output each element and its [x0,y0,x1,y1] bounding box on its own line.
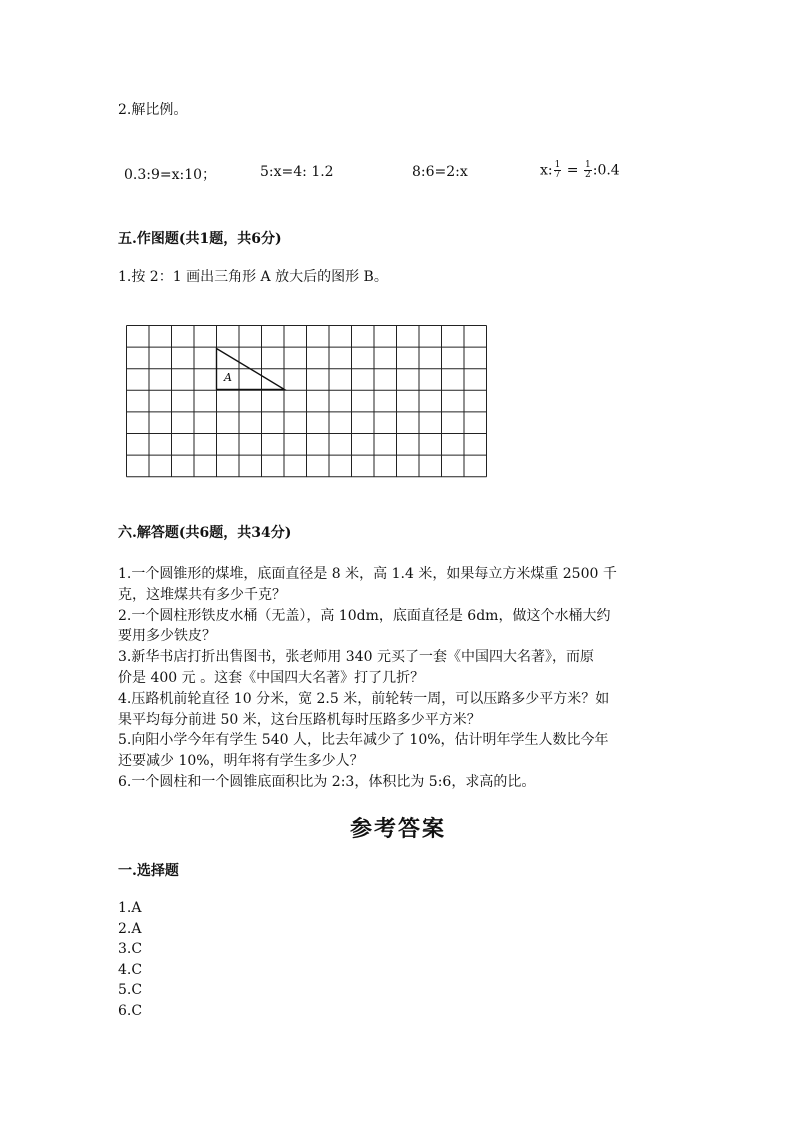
fraction [554,161,562,180]
problem-line: 2.一个圆柱形铁皮水桶（无盖），高 10dm，底面直径是 6dm，做这个水桶大约 [118,607,611,624]
answer-section-heading: 一.选择题 [118,863,179,879]
answer-item: 3.C [118,941,143,957]
problem-line: 1.一个圆锥形的煤堆，底面直径是 8 米，高 1.4 米，如果每立方米煤重 2500 千 [118,566,617,582]
drawing-grid [126,325,490,480]
problem-line: 克，这堆煤共有多少千克？ [118,586,286,603]
answer-item: 2.A [118,920,142,937]
eq4-mid: = [562,162,583,179]
section-heading-drawing: 五.作图题(共1题，共6分) [118,231,282,247]
fraction-denominator: 7 [554,170,561,180]
question-text: 1.按 2：1 画出三角形 A 放大后的图形 B。 [118,269,388,285]
equation-4 [540,161,620,180]
problem-line: 4.压路机前轮直径 10 分米，宽 2.5 米，前轮转一周，可以压路多少平方米？如 [118,690,610,707]
question-title: 2.解比例。 [118,102,188,118]
answer-item: 4.C [118,961,143,978]
fraction-denominator: 2 [585,170,591,180]
fraction-numerator: 1 [585,160,591,170]
answer-item: 6.C [118,1002,143,1019]
fraction [584,161,592,180]
answer-item: 1.A [118,900,142,916]
problem-line: 价是 400 元 。这套《中国四大名著》打了几折？ [118,670,425,686]
answer-title: 参考答案 [350,816,447,842]
section-heading-problems: 六.解答题(共6题，共34分) [118,525,292,541]
eq4-pre: x: [540,162,553,179]
fraction-numerator: 1 [554,160,561,170]
equation-3: 8:6=2:x [412,164,468,180]
problem-line: 要用多少铁皮？ [118,628,216,645]
answer-item: 5.C [118,982,143,998]
equation-1: 0.3:9=x:10； [124,167,217,183]
eq4-post: :0.4 [592,162,620,179]
equation-2: 5:x=4: 1.2 [260,164,334,180]
problem-line: 3.新华书店打折出售图书，张老师用 340 元买了一套《中国四大名著》，而原 [118,649,594,666]
problem-line: 6.一个圆柱和一个圆锥底面积比为 2:3，体积比为 5:6，求高的比。 [118,774,536,790]
triangle-label: A [224,371,232,384]
problem-line: 果平均每分前进 50 米，这台压路机每时压路多少平方米？ [118,711,481,728]
problem-line: 5.向阳小学今年有学生 540 人，比去年减少了 10%，估计明年学生人数比今年 [118,732,609,749]
problem-line: 还要减少 10%，明年将有学生多少人？ [118,753,364,770]
